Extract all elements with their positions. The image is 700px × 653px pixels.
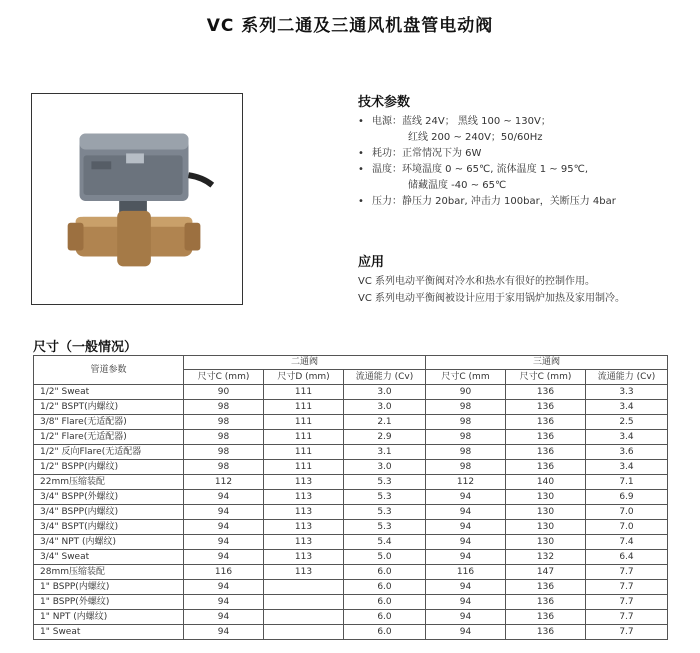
table-cell: 132: [506, 550, 586, 565]
table-cell: 5.3: [344, 520, 426, 535]
pipe-parameter-cell: 1/2" Sweat: [34, 385, 184, 400]
pipe-parameter-cell: 3/4" Sweat: [34, 550, 184, 565]
specs-heading: 技术参数: [358, 95, 411, 110]
table-cell: 94: [184, 490, 264, 505]
table-cell: 98: [426, 415, 506, 430]
column-header: 流通能力 (Cv): [586, 370, 668, 385]
table-cell: 98: [426, 400, 506, 415]
table-cell: 98: [184, 445, 264, 460]
table-cell: 7.7: [586, 625, 668, 640]
table-cell: 112: [426, 475, 506, 490]
table-cell: 136: [506, 445, 586, 460]
table-cell: 111: [264, 385, 344, 400]
table-cell: 111: [264, 400, 344, 415]
column-header: 尺寸C (mm: [426, 370, 506, 385]
application-line: VC 系列电动平衡阀被设计应用于家用锅炉加热及家用制冷。: [358, 293, 626, 304]
table-cell: 113: [264, 550, 344, 565]
bullet: •: [358, 164, 364, 175]
table-cell: 94: [184, 550, 264, 565]
table-cell: 94: [426, 580, 506, 595]
table-cell: 94: [426, 595, 506, 610]
table-row: [34, 565, 668, 580]
table-cell: 98: [184, 430, 264, 445]
table-cell: 136: [506, 460, 586, 475]
table-cell: 94: [426, 520, 506, 535]
table-cell: 113: [264, 520, 344, 535]
table-cell: 113: [264, 535, 344, 550]
dimensions-table-body: [34, 385, 668, 640]
table-cell: 94: [184, 520, 264, 535]
table-cell: 98: [184, 400, 264, 415]
table-cell: 5.3: [344, 475, 426, 490]
table-cell: 94: [426, 625, 506, 640]
page-title: VC 系列二通及三通风机盘管电动阀: [206, 16, 494, 36]
table-cell: 130: [506, 535, 586, 550]
table-cell: 7.0: [586, 520, 668, 535]
column-header: 尺寸C (mm): [184, 370, 264, 385]
table-cell: 5.3: [344, 490, 426, 505]
spec-line: 红线 200 ~ 240V；50/60Hz: [408, 132, 543, 143]
table-cell: 6.0: [344, 580, 426, 595]
table-row: [34, 415, 668, 430]
table-cell: 130: [506, 490, 586, 505]
table-cell: 94: [184, 580, 264, 595]
table-cell: 3.4: [586, 430, 668, 445]
table-cell: 7.7: [586, 565, 668, 580]
pipe-parameter-cell: 1" Sweat: [34, 625, 184, 640]
spec-item-pressure: [358, 194, 616, 210]
table-row: [34, 385, 668, 400]
table-row: [34, 505, 668, 520]
table-cell: 98: [184, 460, 264, 475]
table-cell: 113: [264, 475, 344, 490]
table-cell: 5.3: [344, 505, 426, 520]
table-cell: 136: [506, 430, 586, 445]
table-cell: 111: [264, 460, 344, 475]
table-cell: 5.0: [344, 550, 426, 565]
pipe-parameter-cell: 1/2" Flare(无适配器): [34, 430, 184, 445]
table-cell: 136: [506, 415, 586, 430]
column-header: 尺寸C (mm): [506, 370, 586, 385]
table-cell: 94: [426, 505, 506, 520]
application-line: VC 系列电动平衡阀对冷水和热水有很好的控制作用。: [358, 276, 596, 287]
spec-line: 耗功：正常情况下为 6W: [372, 148, 482, 159]
pipe-parameter-cell: 3/4" NPT (内螺纹): [34, 535, 184, 550]
two-way-valve-header: 二通阀: [184, 356, 426, 370]
table-row: [34, 445, 668, 460]
table-cell: 113: [264, 505, 344, 520]
table-row: [34, 460, 668, 475]
table-cell: 2.1: [344, 415, 426, 430]
table-row: [34, 535, 668, 550]
dimensions-heading: 尺寸（一般情况）: [33, 340, 138, 355]
table-row: [34, 595, 668, 610]
table-cell: 111: [264, 445, 344, 460]
table-cell: 116: [426, 565, 506, 580]
table-cell: 7.0: [586, 505, 668, 520]
table-cell: 3.6: [586, 445, 668, 460]
spec-line: 压力：静压力 20bar, 冲击力 100bar，关断压力 4bar: [372, 196, 616, 207]
table-cell: [264, 610, 344, 625]
table-cell: 3.4: [586, 400, 668, 415]
table-cell: 7.7: [586, 595, 668, 610]
table-cell: 136: [506, 580, 586, 595]
spec-line: 储藏温度 -40 ~ 65℃: [408, 180, 507, 191]
bullet: •: [358, 148, 364, 159]
column-header: 尺寸D (mm): [264, 370, 344, 385]
table-cell: 130: [506, 505, 586, 520]
table-cell: 113: [264, 490, 344, 505]
table-cell: 98: [426, 460, 506, 475]
table-cell: 3.0: [344, 460, 426, 475]
table-row: [34, 490, 668, 505]
spec-line: 温度：环境温度 0 ~ 65℃, 流体温度 1 ~ 95℃,: [372, 164, 589, 175]
pipe-parameter-cell: 3/4" BSPT(内螺纹): [34, 520, 184, 535]
table-cell: 90: [426, 385, 506, 400]
table-cell: 147: [506, 565, 586, 580]
spec-item-consumption: [358, 146, 616, 162]
table-cell: 94: [184, 535, 264, 550]
table-cell: 3.0: [344, 400, 426, 415]
pipe-parameter-cell: 3/4" BSPP(外螺纹): [34, 490, 184, 505]
table-row: [34, 550, 668, 565]
table-cell: 116: [184, 565, 264, 580]
specs-list: [358, 114, 616, 210]
table-cell: 6.0: [344, 610, 426, 625]
table-cell: 2.5: [586, 415, 668, 430]
pipe-parameter-cell: 22mm压缩装配: [34, 475, 184, 490]
bullet: •: [358, 116, 364, 127]
table-cell: 6.0: [344, 595, 426, 610]
table-cell: 98: [184, 415, 264, 430]
table-cell: 7.1: [586, 475, 668, 490]
pipe-parameter-cell: 28mm压缩装配: [34, 565, 184, 580]
table-row: [34, 475, 668, 490]
pipe-parameter-cell: 1/2" BSPT(内螺纹): [34, 400, 184, 415]
pipe-parameter-cell: 1/2" 反向Flare(无适配器: [34, 445, 184, 460]
table-cell: [264, 595, 344, 610]
table-cell: 113: [264, 565, 344, 580]
table-cell: 130: [506, 520, 586, 535]
table-row: [34, 580, 668, 595]
table-row: [34, 430, 668, 445]
pipe-parameter-header: 管道参数: [34, 356, 184, 385]
application-heading: 应用: [358, 255, 385, 270]
table-cell: 111: [264, 415, 344, 430]
column-header: 流通能力 (Cv): [344, 370, 426, 385]
spec-item-temperature: [358, 162, 616, 194]
spec-line: 电源：蓝线 24V； 黑线 100 ~ 130V；: [372, 116, 551, 127]
table-cell: 6.0: [344, 625, 426, 640]
table-cell: 140: [506, 475, 586, 490]
table-cell: 5.4: [344, 535, 426, 550]
table-cell: 3.1: [344, 445, 426, 460]
valve-product-photo: [31, 93, 243, 305]
table-row: [34, 625, 668, 640]
bullet: •: [358, 196, 364, 207]
table-cell: 6.4: [586, 550, 668, 565]
table-row: [34, 610, 668, 625]
table-cell: 94: [426, 535, 506, 550]
table-cell: 98: [426, 430, 506, 445]
table-cell: 94: [184, 610, 264, 625]
pipe-parameter-cell: 1/2" BSPP(内螺纹): [34, 460, 184, 475]
table-cell: 94: [426, 550, 506, 565]
table-cell: 7.4: [586, 535, 668, 550]
pipe-parameter-cell: 1" BSPP(外螺纹): [34, 595, 184, 610]
dimensions-table: [33, 355, 668, 640]
table-cell: 136: [506, 595, 586, 610]
table-cell: [264, 625, 344, 640]
table-cell: 7.7: [586, 610, 668, 625]
table-cell: 6.9: [586, 490, 668, 505]
table-cell: 3.3: [586, 385, 668, 400]
table-cell: 111: [264, 430, 344, 445]
table-cell: 94: [426, 610, 506, 625]
table-row: [34, 520, 668, 535]
table-cell: [264, 580, 344, 595]
table-cell: 136: [506, 385, 586, 400]
table-cell: 136: [506, 400, 586, 415]
pipe-parameter-cell: 3/4" BSPP(内螺纹): [34, 505, 184, 520]
table-cell: 94: [426, 490, 506, 505]
table-cell: 7.7: [586, 580, 668, 595]
pipe-parameter-cell: 3/8" Flare(无适配器): [34, 415, 184, 430]
table-cell: 6.0: [344, 565, 426, 580]
spec-item-power: [358, 114, 616, 146]
table-cell: 2.9: [344, 430, 426, 445]
table-cell: 3.0: [344, 385, 426, 400]
table-cell: 94: [184, 625, 264, 640]
table-row: [34, 400, 668, 415]
table-cell: 136: [506, 610, 586, 625]
table-cell: 136: [506, 625, 586, 640]
table-cell: 90: [184, 385, 264, 400]
pipe-parameter-cell: 1" BSPP(内螺纹): [34, 580, 184, 595]
pipe-parameter-cell: 1" NPT (内螺纹): [34, 610, 184, 625]
table-cell: 98: [426, 445, 506, 460]
table-cell: 94: [184, 595, 264, 610]
table-cell: 94: [184, 505, 264, 520]
table-cell: 3.4: [586, 460, 668, 475]
table-cell: 112: [184, 475, 264, 490]
three-way-valve-header: 三通阀: [426, 356, 668, 370]
application-text: [358, 273, 625, 307]
